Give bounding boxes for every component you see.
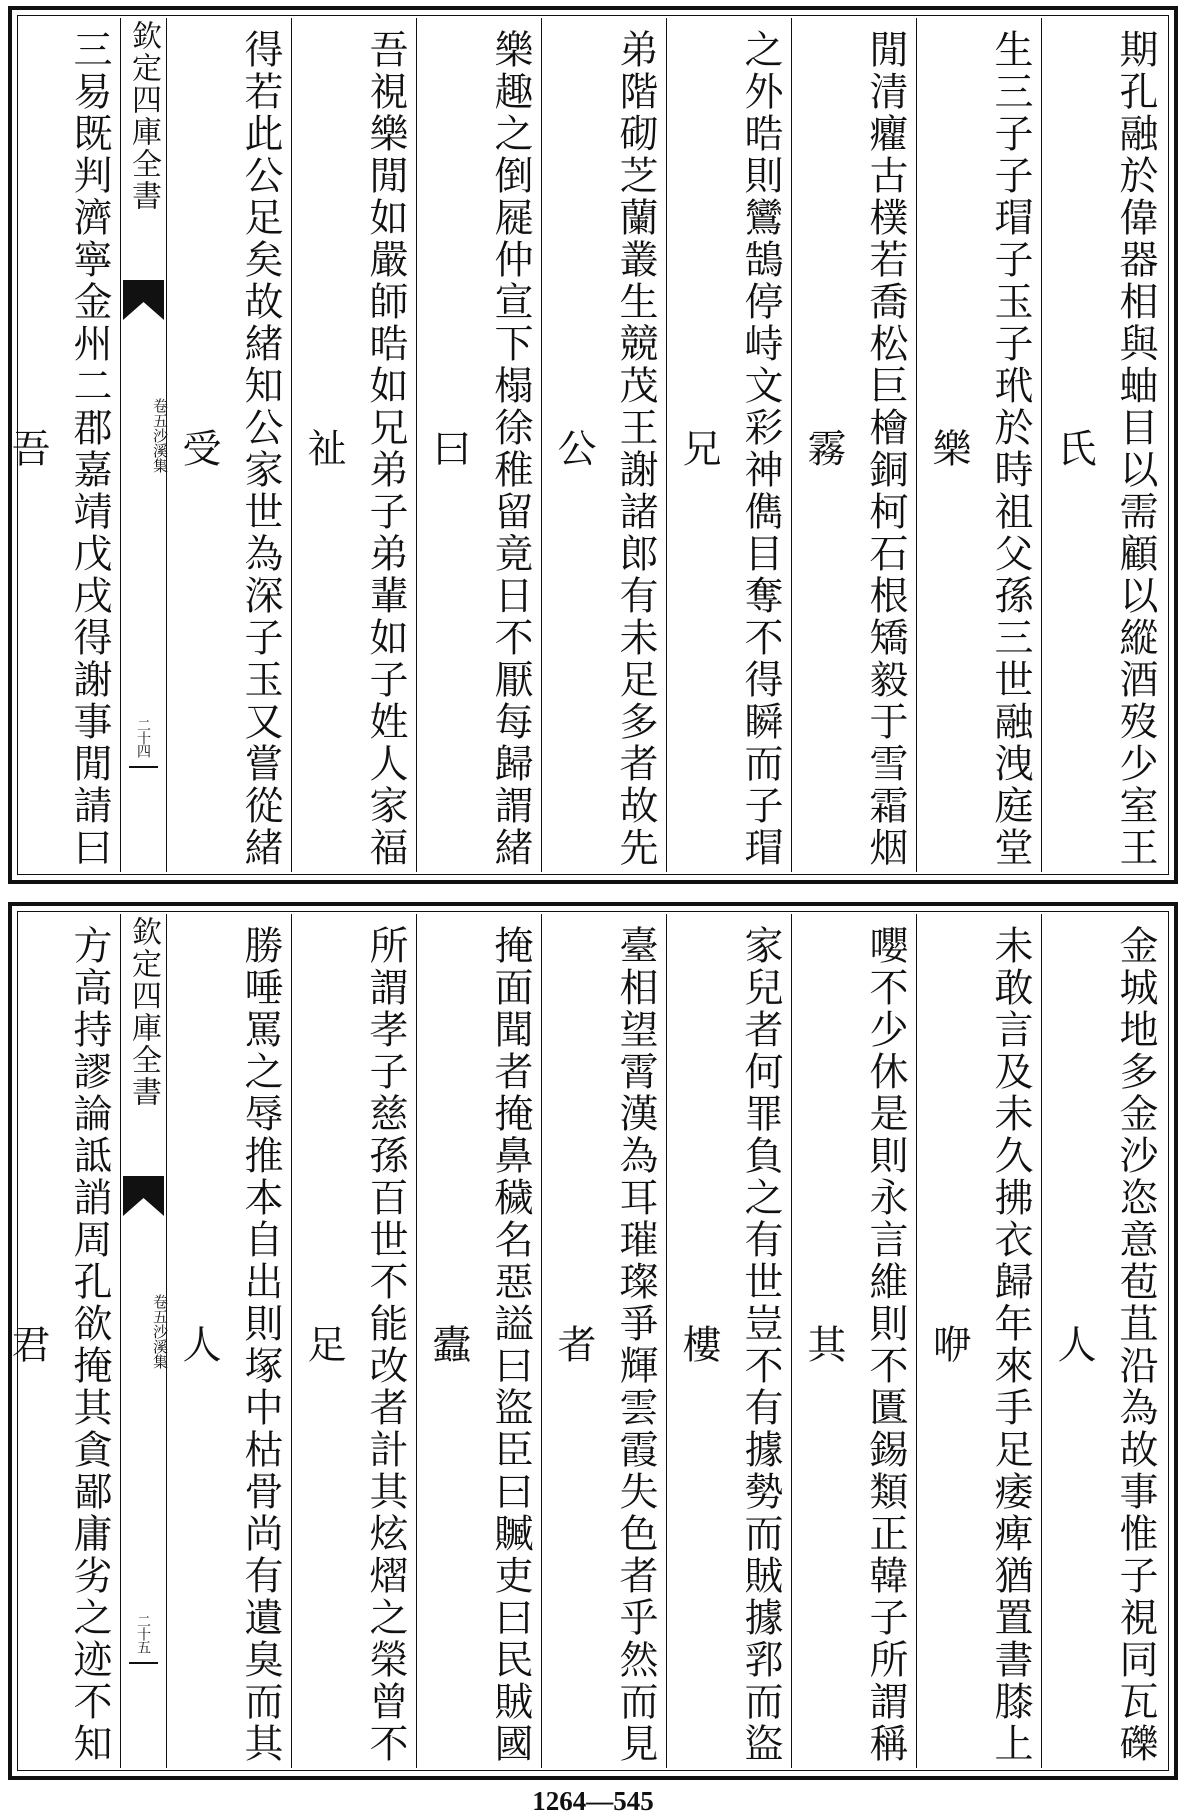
text-column: 掩面聞者掩鼻穢名惡謚曰盜臣曰贓吏曰民賊國蠹 [416, 914, 541, 1768]
text-column: 吾視樂閒如嚴師晧如兄弟子弟輩如子姓人家福祉 [291, 18, 416, 872]
lower-page [5, 902, 1178, 1780]
upper-page-columns [5, 18, 1166, 872]
text-column: 臺相望霄漢為耳璀璨爭輝雲霞失色者乎然而見者 [541, 914, 666, 1768]
book-name: 沙溪集 [151, 428, 169, 473]
text-column: 家兒者何罪負之有世豈不有據勢而賊據郛而盜樓 [666, 914, 791, 1768]
collection-title: 欽定四庫全書 [126, 20, 161, 212]
text-column: 三易既判濟寧金州二郡嘉靖戊戌得謝事閒請曰吾 [0, 18, 120, 872]
text-column: 之外晧則鸞鵠停峙文彩神儁目奪不得瞬而子瑁兄 [666, 18, 791, 872]
fish-tail-mark-icon [123, 1176, 164, 1216]
upper-page [5, 6, 1178, 884]
book-and-volume-label [119, 378, 169, 473]
lower-page-columns [5, 914, 1166, 1768]
text-column: 方高持謬論詆誚周孔欲掩其貪鄙庸劣之迹不知君 [0, 914, 120, 1768]
book-and-volume-label [119, 1274, 169, 1369]
text-column: 期孔融於偉器相與蚰目以需顧以縱酒歿少室王氏 [1041, 18, 1166, 872]
text-column: 嚶不少休是則永言維則不匱錫類正韓子所謂稱其 [791, 914, 916, 1768]
fish-tail-mark-icon [123, 280, 164, 320]
text-column: 得若此公足矣故緒知公家世為深子玉又嘗從緒受 [166, 18, 291, 872]
leaf-number: 二十四 [135, 718, 151, 757]
text-column: 未敢言及未久拂衣歸年來手足痿痺猶置書膝上咿 [916, 914, 1041, 1768]
book-name: 沙溪集 [151, 1324, 169, 1369]
text-column: 閒清癯古樸若喬松巨檜銅柯石根矯毅于雪霜烟霧 [791, 18, 916, 872]
text-column: 金城地多金沙恣意苞苴沿為故事惟子視同瓦礫人 [1041, 914, 1166, 1768]
leaf-number: 二十五 [135, 1614, 151, 1653]
text-column: 樂趣之倒屣仲宣下榻徐稚留竟日不厭每歸謂緒曰 [416, 18, 541, 872]
center-fold-column [120, 914, 169, 1768]
text-column: 生三子子瑁子玉子玳於時祖父孫三世融洩庭堂樂 [916, 18, 1041, 872]
text-column: 弟階砌芝蘭叢生競茂王謝諸郎有未足多者故先公 [541, 18, 666, 872]
volume-number: 卷五 [151, 1294, 169, 1324]
text-column: 勝唾罵之辱推本自出則塚中枯骨尚有遺臭而其人 [166, 914, 291, 1768]
collection-title: 欽定四庫全書 [126, 916, 161, 1108]
center-fold-column [120, 18, 169, 872]
text-column: 所謂孝子慈孫百世不能改者計其炫熠之榮曾不足 [291, 914, 416, 1768]
volume-number: 卷五 [151, 398, 169, 428]
page-reference-number: 1264—545 [532, 1786, 654, 1816]
center-rule [129, 1662, 158, 1664]
center-rule [129, 766, 158, 768]
